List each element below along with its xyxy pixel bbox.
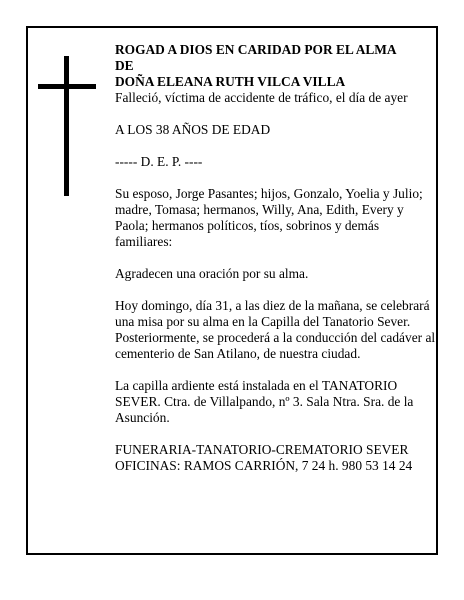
dep-line: ----- D. E. P. ---- (115, 154, 203, 169)
obituary-text (115, 42, 437, 474)
deceased-name: DOÑA ELEANA RUTH VILCA VILLA (115, 74, 346, 89)
heading-line-2: DE (115, 58, 134, 73)
funeral-home-line: FUNERARIA-TANATORIO-CREMATORIO SEVER (115, 442, 409, 457)
chapel-paragraph: La capilla ardiente está instalada en el TANATORIO SEVER. Ctra. de Villalpando, nº 3. Sala Ntra. Sra. de la Asunción. (115, 378, 414, 425)
family-paragraph: Su esposo, Jorge Pasantes; hijos, Gonzalo, Yoelia y Julio; madre, Tomasa; hermanos, Willy, Ana, Edith, Every y Paola; hermanos políticos, tíos, sobrinos y demás familiares: (115, 186, 423, 249)
offices-line: OFICINAS: RAMOS CARRIÓN, 7 24 h. 980 53 14 24 (115, 458, 413, 473)
thanks-paragraph: Agradecen una oración por su alma. (115, 266, 309, 281)
cross-vertical-bar (64, 56, 69, 196)
cross-horizontal-bar (38, 84, 96, 89)
mass-paragraph: Hoy domingo, día 31, a las diez de la mañana, se celebrará una misa por su alma en la Capilla del Tanatorio Sever. Posteriormente, se procederá a la conducción del cadáver al cementerio de San Atilano, de nuestra ciudad. (115, 298, 436, 361)
death-info: Falleció, víctima de accidente de tráfico, el día de ayer (115, 90, 408, 105)
heading-line-1: ROGAD A DIOS EN CARIDAD POR EL ALMA (115, 42, 397, 57)
age-line: A LOS 38 AÑOS DE EDAD (115, 122, 271, 137)
